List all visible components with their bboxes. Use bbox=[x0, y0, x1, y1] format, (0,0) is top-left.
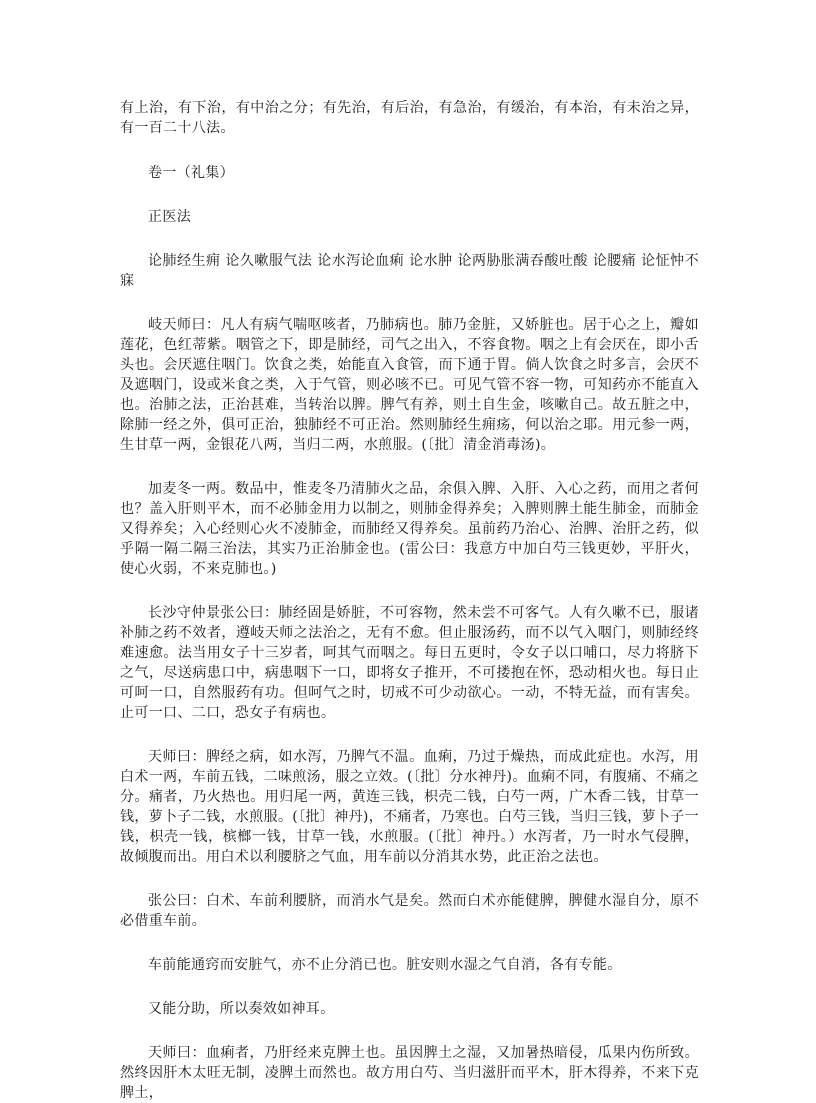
body-paragraph: 车前能通窍而安脏气，亦不止分消已也。脏安则水湿之气自消，各有专能。 bbox=[148, 957, 622, 973]
section-heading: 正医法 bbox=[148, 209, 192, 225]
body-paragraph: 长沙守仲景张公曰：肺经固是娇脏，不可容物，然未尝不可客气。人有久嗽不已，服诸补肺之药不效者，遵岐天师之法治之，无有不愈。但止服汤药，而不以气入咽门，则肺经终难速愈。法当用女子十三岁者，呵其气而咽之。每日五更时，令女子以口哺口，尽力将脐下之气，尽送病患口中，病患咽下一口，即将女子推开，不可搂抱在怀，恐动相火也。每日止可呵一口，自然服药有功。但呵气之时，切戒不可少动欲心。一动，不特无益，而有害矣。止可一口、二口，恐女子有病也。 bbox=[120, 605, 699, 721]
body-paragraph: 岐天师曰：凡人有病气喘呕咳者，乃肺病也。肺乃金脏，又娇脏也。居于心之上，瓣如莲花，色红蒂紫。咽管之下，即是肺经，司气之出入，不容食物。咽之上有会厌在，即小舌头也。会厌遮住咽门。饮食之类，始能直入食管，而下通于胃。倘人饮食之时多言，会厌不及遮咽门，设或米食之类，入于气管，则必咳不已。可见气管不容一物，可知药亦不能直入也。治肺之法，正治甚难，当转治以脾。脾气有养，则土自生金，咳嗽自己。故五脏之中，除肺一经之外，俱可正治，独肺经不可正治。然则肺经生痈疡，何以治之耶。用元参一两，生甘草一两，金银花八两，当归二两，水煎服。(〔批〕清金消毒汤)。 bbox=[120, 317, 699, 453]
volume-heading: 卷一（礼集） bbox=[148, 165, 235, 181]
body-paragraph: 加麦冬一两。数品中，惟麦冬乃清肺火之品，余俱入脾、入肝、入心之药，而用之者何也？盖入肝则平木，而不必肺金用力以制之，则肺金得养矣；入脾则脾土能生肺金，而肺金又得养矣；入心经则心火不凌肺金，而肺经又得养矣。虽前药乃治心、治脾、治肝之药，似乎隔一隔二隔三治法，其实乃正治肺金也。(雷公曰：我意方中加白芍三钱更妙，平肝火，使心火弱，不来克肺也。) bbox=[120, 481, 699, 577]
body-paragraph: 天师曰：血痢者，乃肝经来克脾土也。虽因脾土之湿，又加暑热暗侵，瓜果内伤所致。然终因肝木太旺无制，凌脾土而然也。故方用白芍、当归滋肝而平木，肝木得养，不来下克脾土， bbox=[120, 1045, 699, 1101]
body-paragraph: 天师曰：脾经之病，如水泻，乃脾气不温。血痢，乃过于燥热，而成此症也。水泻，用白术一两，车前五钱，二味煎汤，服之立效。(〔批〕分水神丹)。血痢不同，有腹痛、不痛之分。痛者，乃火热也。用归尾一两，黄连三钱，枳壳二钱，白芍一两，广木香二钱，甘草一钱，萝卜子二钱，水煎服。(〔批〕神丹)，不痛者，乃寒也。白芍三钱，当归三钱，萝卜子一钱，枳壳一钱，槟榔一钱，甘草一钱，水煎服。(〔批〕神丹。）水泻者，乃一时水气侵脾，故倾腹而出。用白术以利腰脐之气血，用车前以分消其水势，此正治之法也。 bbox=[120, 749, 699, 865]
topics-list: 论肺经生痈 论久嗽服气法 论水泻论血痢 论水肿 论两胁胀满吞酸吐酸 论腰痛 论怔忡不寐 bbox=[120, 253, 699, 289]
opening-paragraph: 有上治，有下治，有中治之分；有先治，有后治，有急治，有缓治，有本治，有未治之异，有一百二十八法。 bbox=[120, 100, 699, 136]
body-paragraph: 张公曰：白术、车前利腰脐，而消水气是矣。然而白术亦能健脾，脾健水湿自分，原不必借重车前。 bbox=[120, 893, 699, 929]
body-paragraph: 又能分助，所以奏效如神耳。 bbox=[148, 1001, 335, 1017]
